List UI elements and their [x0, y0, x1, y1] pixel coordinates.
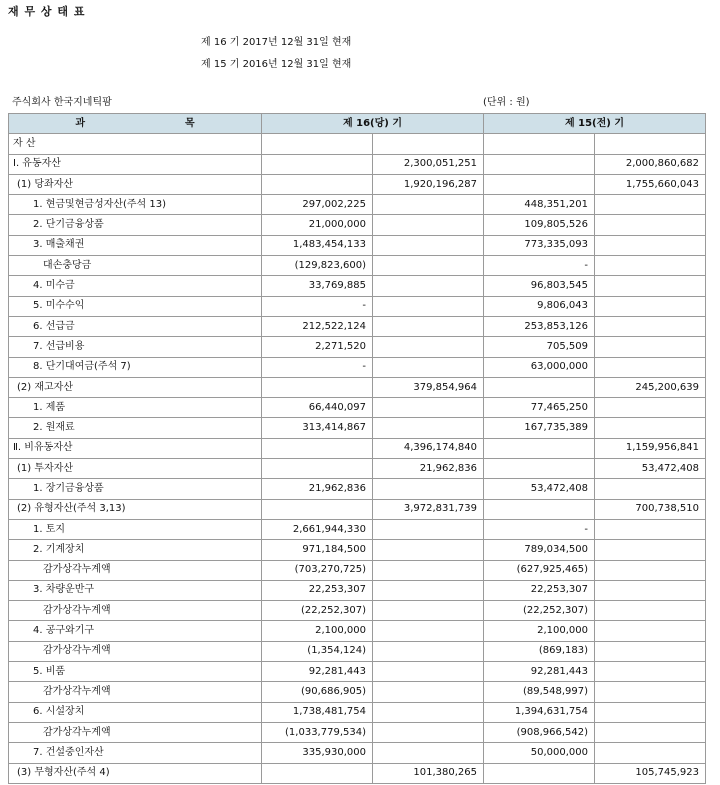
prior-detail-cell	[484, 377, 595, 397]
current-detail-cell	[262, 499, 373, 519]
prior-total-cell	[595, 682, 706, 702]
table-row	[9, 601, 706, 621]
table-row	[9, 296, 706, 316]
current-detail-cell: 22,253,307	[262, 580, 373, 600]
current-detail-cell	[262, 438, 373, 458]
current-detail-cell: (1,354,124)	[262, 641, 373, 661]
table-row	[9, 398, 706, 418]
prior-detail-cell: -	[484, 256, 595, 276]
current-total-cell	[373, 479, 484, 499]
row-label: (2) 재고자산	[9, 377, 262, 397]
prior-total-cell	[595, 621, 706, 641]
current-total-cell: 3,972,831,739	[373, 499, 484, 519]
prior-detail-cell: 448,351,201	[484, 195, 595, 215]
current-total-cell	[373, 743, 484, 763]
table-row	[9, 438, 706, 458]
row-label: (3) 무형자산(주석 4)	[9, 763, 262, 783]
current-total-cell	[373, 316, 484, 336]
row-label: 감가상각누계액	[9, 560, 262, 580]
prior-detail-cell	[484, 459, 595, 479]
prior-detail-cell: (908,966,542)	[484, 722, 595, 742]
prior-detail-cell: 109,805,526	[484, 215, 595, 235]
prior-total-cell	[595, 316, 706, 336]
current-total-cell	[373, 641, 484, 661]
prior-total-cell	[595, 256, 706, 276]
row-label: 7. 선급비용	[9, 337, 262, 357]
table-row	[9, 215, 706, 235]
prior-total-cell	[595, 235, 706, 255]
current-detail-cell	[262, 377, 373, 397]
header-prior-period: 제 15(전) 기	[484, 114, 706, 134]
row-label: 6. 시설장치	[9, 702, 262, 722]
table-row	[9, 276, 706, 296]
current-detail-cell	[262, 459, 373, 479]
current-detail-cell: -	[262, 296, 373, 316]
period-prior: 제 15 기 2016년 12월 31일 현재	[201, 59, 352, 70]
row-label: 3. 매출채권	[9, 235, 262, 255]
row-label: 6. 선급금	[9, 316, 262, 336]
current-detail-cell: 297,002,225	[262, 195, 373, 215]
prior-detail-cell: 77,465,250	[484, 398, 595, 418]
table-row	[9, 195, 706, 215]
row-label: 1. 현금및현금성자산(주석 13)	[9, 195, 262, 215]
current-detail-cell: (22,252,307)	[262, 601, 373, 621]
row-label: 1. 제품	[9, 398, 262, 418]
current-total-cell	[373, 256, 484, 276]
prior-detail-cell: 167,735,389	[484, 418, 595, 438]
table-row	[9, 641, 706, 661]
table-row	[9, 621, 706, 641]
prior-total-cell: 2,000,860,682	[595, 154, 706, 174]
document-title: 재 무 상 태 표	[8, 5, 86, 18]
prior-detail-cell	[484, 763, 595, 783]
current-detail-cell	[262, 154, 373, 174]
current-detail-cell: 66,440,097	[262, 398, 373, 418]
current-detail-cell: (129,823,600)	[262, 256, 373, 276]
row-label: 2. 단기금융상품	[9, 215, 262, 235]
current-detail-cell: (90,686,905)	[262, 682, 373, 702]
prior-detail-cell	[484, 174, 595, 194]
row-label: 2. 원재료	[9, 418, 262, 438]
prior-detail-cell: 773,335,093	[484, 235, 595, 255]
prior-detail-cell: 22,253,307	[484, 580, 595, 600]
prior-detail-cell: (869,183)	[484, 641, 595, 661]
prior-total-cell: 700,738,510	[595, 499, 706, 519]
row-label: 감가상각누계액	[9, 601, 262, 621]
current-detail-cell: 21,962,836	[262, 479, 373, 499]
table-body	[9, 134, 706, 784]
row-label: 8. 단기대여금(주석 7)	[9, 357, 262, 377]
prior-detail-cell: 53,472,408	[484, 479, 595, 499]
current-detail-cell: 313,414,867	[262, 418, 373, 438]
prior-total-cell	[595, 601, 706, 621]
current-detail-cell: 92,281,443	[262, 662, 373, 682]
current-detail-cell: 1,483,454,133	[262, 235, 373, 255]
current-total-cell	[373, 601, 484, 621]
prior-total-cell	[595, 418, 706, 438]
row-label: 2. 기계장치	[9, 540, 262, 560]
current-detail-cell: 335,930,000	[262, 743, 373, 763]
table-row	[9, 580, 706, 600]
current-detail-cell: 33,769,885	[262, 276, 373, 296]
prior-total-cell: 1,159,956,841	[595, 438, 706, 458]
current-total-cell: 379,854,964	[373, 377, 484, 397]
current-total-cell	[373, 722, 484, 742]
prior-detail-cell: 63,000,000	[484, 357, 595, 377]
current-total-cell	[373, 398, 484, 418]
table-row	[9, 743, 706, 763]
row-label: Ⅱ. 비유동자산	[9, 438, 262, 458]
row-label: 감가상각누계액	[9, 641, 262, 661]
current-total-cell	[373, 662, 484, 682]
prior-total-cell	[595, 337, 706, 357]
current-total-cell	[373, 621, 484, 641]
current-total-cell	[373, 560, 484, 580]
current-detail-cell: 971,184,500	[262, 540, 373, 560]
row-label: 대손충당금	[9, 256, 262, 276]
prior-total-cell	[595, 215, 706, 235]
prior-total-cell	[595, 702, 706, 722]
header-account-left: 과	[75, 117, 85, 129]
row-label: (2) 유형자산(주석 3,13)	[9, 499, 262, 519]
row-label: 7. 건설중인자산	[9, 743, 262, 763]
table-row	[9, 519, 706, 539]
current-total-cell	[373, 702, 484, 722]
row-label: 1. 토지	[9, 519, 262, 539]
table-row	[9, 134, 706, 154]
current-detail-cell	[262, 763, 373, 783]
prior-detail-cell: 789,034,500	[484, 540, 595, 560]
prior-detail-cell	[484, 438, 595, 458]
row-label: (1) 투자자산	[9, 459, 262, 479]
table-row	[9, 418, 706, 438]
prior-total-cell: 105,745,923	[595, 763, 706, 783]
prior-total-cell	[595, 722, 706, 742]
table-header-row	[9, 114, 706, 134]
current-detail-cell: (1,033,779,534)	[262, 722, 373, 742]
current-total-cell	[373, 215, 484, 235]
prior-total-cell: 1,755,660,043	[595, 174, 706, 194]
prior-total-cell	[595, 134, 706, 154]
prior-total-cell	[595, 296, 706, 316]
prior-total-cell	[595, 519, 706, 539]
prior-total-cell	[595, 560, 706, 580]
current-detail-cell	[262, 134, 373, 154]
row-label: 4. 미수금	[9, 276, 262, 296]
current-total-cell: 21,962,836	[373, 459, 484, 479]
row-label: (1) 당좌자산	[9, 174, 262, 194]
row-label: 1. 장기금융상품	[9, 479, 262, 499]
current-total-cell	[373, 540, 484, 560]
table-row	[9, 256, 706, 276]
current-total-cell	[373, 682, 484, 702]
current-total-cell: 2,300,051,251	[373, 154, 484, 174]
table-row	[9, 540, 706, 560]
current-detail-cell	[262, 174, 373, 194]
table-row	[9, 316, 706, 336]
prior-total-cell	[595, 743, 706, 763]
current-detail-cell: 2,271,520	[262, 337, 373, 357]
current-total-cell	[373, 337, 484, 357]
table-row	[9, 722, 706, 742]
current-total-cell: 101,380,265	[373, 763, 484, 783]
prior-detail-cell: (89,548,997)	[484, 682, 595, 702]
current-detail-cell: 2,100,000	[262, 621, 373, 641]
table-row	[9, 662, 706, 682]
current-total-cell: 4,396,174,840	[373, 438, 484, 458]
prior-total-cell: 53,472,408	[595, 459, 706, 479]
balance-sheet-table	[8, 113, 706, 784]
current-total-cell	[373, 134, 484, 154]
current-total-cell	[373, 276, 484, 296]
current-detail-cell: -	[262, 357, 373, 377]
prior-detail-cell	[484, 154, 595, 174]
table-row	[9, 499, 706, 519]
prior-total-cell	[595, 195, 706, 215]
table-row	[9, 154, 706, 174]
table-row	[9, 560, 706, 580]
current-detail-cell: 21,000,000	[262, 215, 373, 235]
table-row	[9, 702, 706, 722]
current-total-cell	[373, 580, 484, 600]
prior-detail-cell: 2,100,000	[484, 621, 595, 641]
table-row	[9, 682, 706, 702]
prior-total-cell	[595, 662, 706, 682]
header-account-right: 목	[185, 117, 195, 129]
prior-total-cell	[595, 357, 706, 377]
prior-total-cell	[595, 276, 706, 296]
period-current: 제 16 기 2017년 12월 31일 현재	[201, 37, 352, 48]
table-row	[9, 459, 706, 479]
current-detail-cell: 212,522,124	[262, 316, 373, 336]
row-label: 감가상각누계액	[9, 682, 262, 702]
table-row	[9, 235, 706, 255]
row-label: 5. 미수수익	[9, 296, 262, 316]
prior-total-cell	[595, 580, 706, 600]
prior-detail-cell	[484, 134, 595, 154]
prior-total-cell	[595, 641, 706, 661]
current-total-cell	[373, 418, 484, 438]
unit-label: (단위 : 원)	[483, 97, 530, 108]
current-total-cell: 1,920,196,287	[373, 174, 484, 194]
prior-detail-cell: 1,394,631,754	[484, 702, 595, 722]
current-total-cell	[373, 357, 484, 377]
table-row	[9, 174, 706, 194]
prior-detail-cell: 253,853,126	[484, 316, 595, 336]
row-label: 3. 차량운반구	[9, 580, 262, 600]
prior-detail-cell	[484, 499, 595, 519]
current-total-cell	[373, 235, 484, 255]
prior-detail-cell: 92,281,443	[484, 662, 595, 682]
current-detail-cell: 2,661,944,330	[262, 519, 373, 539]
current-total-cell	[373, 519, 484, 539]
prior-detail-cell: 705,509	[484, 337, 595, 357]
prior-detail-cell: 50,000,000	[484, 743, 595, 763]
table-row	[9, 479, 706, 499]
current-total-cell	[373, 195, 484, 215]
prior-total-cell	[595, 479, 706, 499]
prior-total-cell	[595, 540, 706, 560]
prior-detail-cell: (627,925,465)	[484, 560, 595, 580]
table-row	[9, 337, 706, 357]
current-detail-cell: (703,270,725)	[262, 560, 373, 580]
row-label: 감가상각누계액	[9, 722, 262, 742]
header-current-period: 제 16(당) 기	[262, 114, 484, 134]
table-row	[9, 763, 706, 783]
row-label: 5. 비품	[9, 662, 262, 682]
prior-detail-cell: 96,803,545	[484, 276, 595, 296]
header-account	[9, 114, 262, 134]
prior-detail-cell: 9,806,043	[484, 296, 595, 316]
company-name: 주식회사 한국지네틱팜	[12, 97, 112, 108]
prior-total-cell	[595, 398, 706, 418]
table-row	[9, 377, 706, 397]
table-row	[9, 357, 706, 377]
prior-total-cell: 245,200,639	[595, 377, 706, 397]
row-label: Ⅰ. 유동자산	[9, 154, 262, 174]
current-detail-cell: 1,738,481,754	[262, 702, 373, 722]
current-total-cell	[373, 296, 484, 316]
row-label: 4. 공구와기구	[9, 621, 262, 641]
prior-detail-cell: -	[484, 519, 595, 539]
prior-detail-cell: (22,252,307)	[484, 601, 595, 621]
row-label: 자 산	[9, 134, 262, 154]
